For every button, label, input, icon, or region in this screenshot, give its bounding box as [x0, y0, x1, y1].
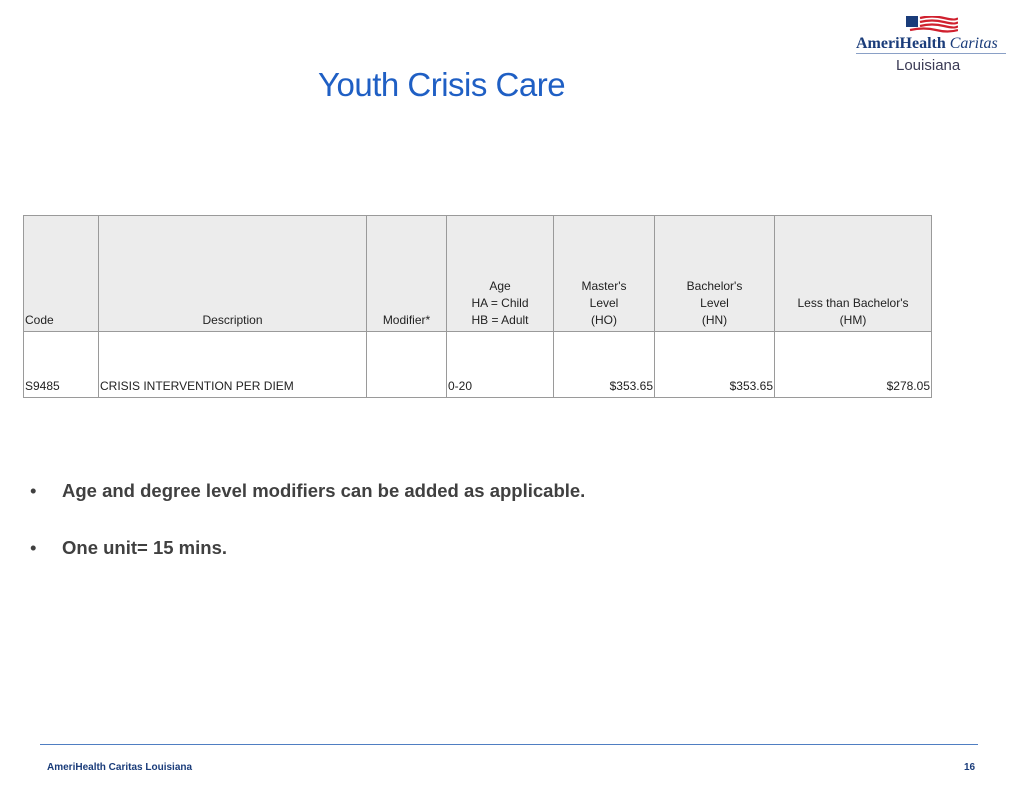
logo-brand-name [856, 35, 998, 53]
cell-modifier [367, 332, 447, 398]
header-modifier: Modifier* [367, 216, 447, 332]
bullet-text: One unit= 15 mins. [62, 537, 228, 558]
flag-icon [906, 16, 958, 34]
logo-brand-script: Caritas [949, 35, 998, 52]
header-masters [554, 216, 655, 332]
cell-code: S9485 [24, 332, 99, 398]
logo-divider [856, 53, 1006, 54]
cell-age: 0-20 [447, 332, 554, 398]
header-ltb-line: (HM) [839, 313, 867, 327]
list-item [30, 480, 585, 502]
cell-description: CRISIS INTERVENTION PER DIEM [99, 332, 367, 398]
bullet-icon: • [30, 537, 37, 558]
header-age [447, 216, 554, 332]
header-bachelors-line: Level [700, 296, 729, 310]
bullet-icon: • [30, 480, 37, 501]
cell-bachelors-rate: $353.65 [655, 332, 775, 398]
logo-brand-main: AmeriHealth [856, 35, 946, 52]
company-logo [856, 16, 1008, 76]
header-bachelors [655, 216, 775, 332]
bullet-text: Age and degree level modifiers can be added as applicable. [62, 480, 586, 501]
header-masters-line: Master's [581, 279, 627, 293]
logo-region: Louisiana [896, 57, 961, 74]
table-header-row [24, 216, 932, 332]
header-bachelors-line: (HN) [701, 313, 728, 327]
cell-masters-rate: $353.65 [554, 332, 655, 398]
footer-divider [40, 744, 978, 745]
footer-organization: AmeriHealth Caritas Louisiana [47, 762, 193, 773]
header-age-line: Age [489, 279, 511, 293]
header-age-line: HA = Child [471, 296, 529, 310]
header-code: Code [24, 216, 99, 332]
header-description: Description [99, 216, 367, 332]
rates-table [23, 215, 932, 398]
header-age-line: HB = Adult [471, 313, 529, 327]
header-bachelors-line: Bachelor's [686, 279, 743, 293]
bullet-list [30, 480, 585, 559]
cell-less-than-bachelors-rate: $278.05 [775, 332, 932, 398]
header-masters-line: (HO) [591, 313, 617, 327]
list-item [30, 537, 585, 559]
page-number: 16 [964, 762, 976, 773]
header-masters-line: Level [589, 296, 619, 310]
page-title: Youth Crisis Care [318, 66, 566, 103]
header-ltb-line: Less than Bachelor's [797, 296, 909, 310]
header-less-than-bachelors [775, 216, 932, 332]
table-row [24, 332, 932, 398]
